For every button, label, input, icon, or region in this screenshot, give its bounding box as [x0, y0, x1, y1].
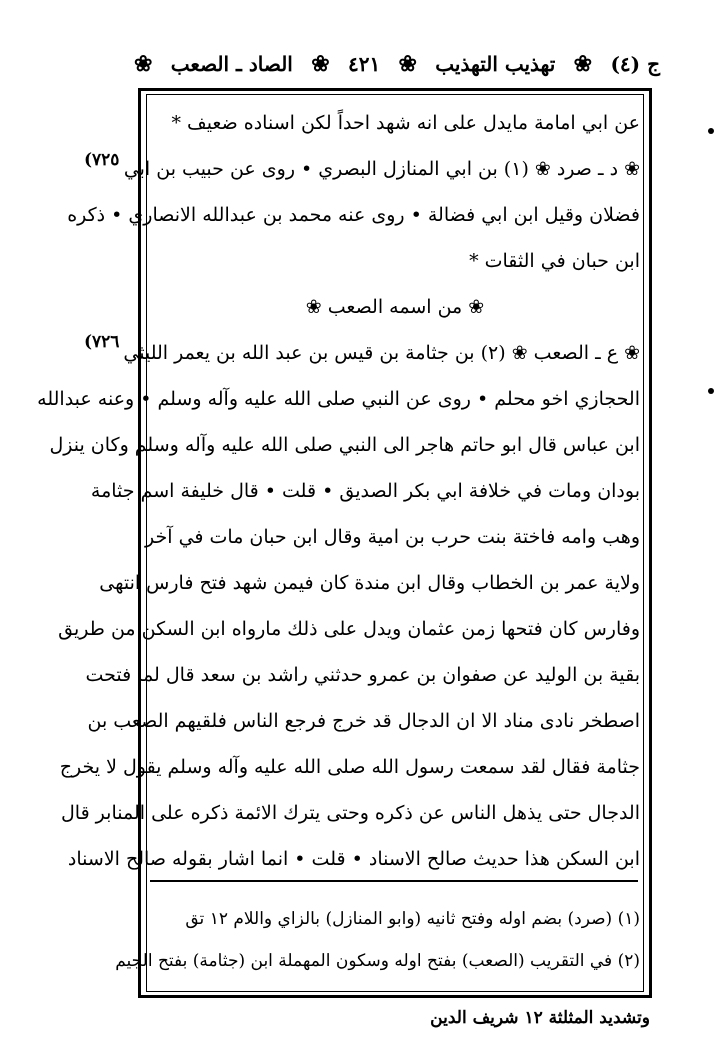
entry-heading-line: ❀ د ـ صرد ❀ (١) بن ابي المنازل البصري • روى عن حبيب بن ابي [123, 158, 640, 180]
text-line: الدجال حتى يذهل الناس عن ذكره وحتى يترك الائمة ذكره على المنابر قال [60, 802, 640, 824]
text-line: وفارس كان فتحها زمن عثمان ويدل على ذلك مارواه ابن السكن من طريق [58, 618, 640, 640]
text-line: بودان ومات في خلافة ابي بكر الصديق • قلت • قال خليفة اسم جثامة [90, 480, 640, 502]
page-number: ٤٢١ [347, 52, 381, 76]
ornament-icon: ❀ [573, 51, 593, 77]
footnote-continuation: وتشديد المثلثة ١٢ شريف الدين [430, 1008, 650, 1028]
section-title: الصاد ـ الصعب [170, 52, 293, 76]
book-title: تهذيب التهذيب [435, 52, 556, 76]
footnote-2: (٢) في التقريب (الصعب) بفتح اوله وسكون المهملة ابن (جثامة) بفتح الجيم [115, 951, 640, 971]
text-line: اصطخر نادى مناد الا ان الدجال قد خرج فرجع الناس فلقيهم الصعب بن [87, 710, 640, 732]
ornament-icon: ❀ [398, 51, 417, 77]
text-line: فضلان وقيل ابن ابي فضالة • روى عنه محمد بن عبدالله الانصاري • ذكره [67, 204, 640, 226]
footnote-separator [150, 880, 638, 882]
footnote-1: (١) (صرد) بضم اوله وفتح ثانيه (وابو المنازل) بالزاي واللام ١٢ تق [185, 909, 640, 929]
text-line: جثامة فقال لقد سمعت رسول الله صلى الله عليه وآله وسلم يقول لا يخرج [59, 756, 640, 778]
margin-number-entry-726: (٧٢٦ [84, 332, 120, 352]
ornament-icon: ❀ [134, 51, 153, 77]
footnotes [115, 898, 640, 982]
running-header [130, 38, 660, 90]
volume-label: ج (٤) [610, 52, 660, 76]
text-line: ولاية عمر بن الخطاب وقال ابن مندة كان فيمن شهد فتح فارس انتهى [99, 572, 640, 594]
margin-number-entry-725: (٧٢٥ [84, 150, 120, 170]
margin-dot-icon [708, 388, 714, 394]
text-line: عن ابي امامة مايدل على انه شهد احداً لكن اسناده ضعيف * [171, 112, 640, 134]
text-line: وهب وامه فاختة بنت حرب بن امية وقال ابن حبان مات في آخر [145, 526, 640, 548]
text-line: ابن السكن هذا حديث صالح الاسناد • قلت • انما اشار بقوله صالح الاسناد [67, 848, 640, 870]
text-line: ابن عباس قال ابو حاتم هاجر الى النبي صلى الله عليه وآله وسلم وكان ينزل [49, 434, 640, 456]
text-line: الحجازي اخو محلم • روى عن النبي صلى الله عليه وآله وسلم • وعنه عبدالله [37, 388, 640, 410]
section-heading: ❀ من اسمه الصعب ❀ [305, 296, 485, 318]
text-line: بقية بن الوليد عن صفوان بن عمرو حدثني راشد بن سعد قال لما فتحت [85, 664, 640, 686]
entry-heading-line: ❀ ع ـ الصعب ❀ (٢) بن جثامة بن قيس بن عبد الله بن يعمر الليثي [123, 342, 640, 364]
ornament-icon: ❀ [311, 51, 330, 77]
text-line: ابن حبان في الثقات * [469, 250, 640, 272]
margin-dot-icon [708, 128, 714, 134]
